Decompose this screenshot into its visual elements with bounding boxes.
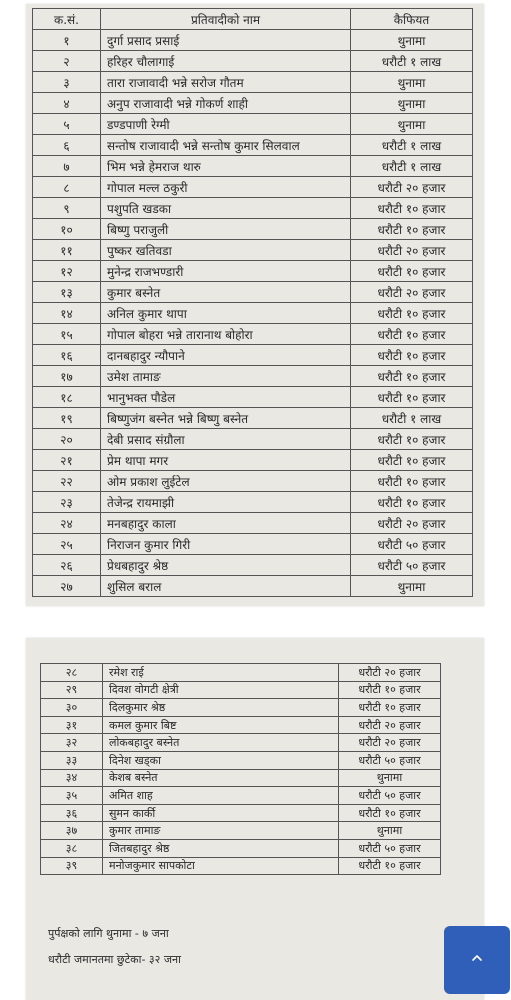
remarks-cell: धरौटी १० हजार — [351, 450, 473, 471]
name-cell: जितबहादुर श्रेष्ठ — [103, 839, 339, 857]
serial-cell: १६ — [33, 345, 101, 366]
name-cell: भिम भन्ने हेमराज थारु — [101, 156, 351, 177]
remarks-cell: धरौटी १० हजार — [351, 492, 473, 513]
serial-cell: ३९ — [41, 857, 103, 875]
table-row — [41, 769, 441, 787]
table-row — [33, 408, 473, 429]
table-row — [33, 534, 473, 555]
name-cell: अनुप राजावादी भन्ने गोकर्ण शाही — [101, 93, 351, 114]
remarks-cell: धरौटी १० हजार — [351, 366, 473, 387]
table-1-body — [33, 30, 473, 597]
remarks-cell: धरौटी २० हजार — [351, 177, 473, 198]
serial-cell: १२ — [33, 261, 101, 282]
table-row — [41, 734, 441, 752]
serial-cell: २७ — [33, 576, 101, 597]
table-row — [41, 751, 441, 769]
serial-cell: २२ — [33, 471, 101, 492]
remarks-cell: धरौटी १ लाख — [351, 156, 473, 177]
serial-cell: २६ — [33, 555, 101, 576]
name-cell: सुमन कार्की — [103, 804, 339, 822]
name-cell: निराजन कुमार गिरी — [101, 534, 351, 555]
serial-cell: २ — [33, 51, 101, 72]
table-row — [33, 303, 473, 324]
name-cell: गोपाल मल्ल ठकुरी — [101, 177, 351, 198]
serial-cell: १ — [33, 30, 101, 51]
serial-cell: २३ — [33, 492, 101, 513]
summary-released-on-bail: धरौटी जमानतमा छुटेका- ३२ जना — [48, 953, 181, 966]
table-row — [41, 839, 441, 857]
remarks-cell: धरौटी १ लाख — [351, 408, 473, 429]
serial-cell: १९ — [33, 408, 101, 429]
table-row — [33, 219, 473, 240]
remarks-cell: धरौटी १० हजार — [351, 261, 473, 282]
remarks-cell: धरौटी १० हजार — [351, 324, 473, 345]
serial-cell: ८ — [33, 177, 101, 198]
table-row — [41, 716, 441, 734]
remarks-cell: धरौटी १० हजार — [339, 857, 441, 875]
table-row — [33, 513, 473, 534]
name-cell: पुष्कर खतिवडा — [101, 240, 351, 261]
serial-cell: २८ — [41, 664, 103, 682]
serial-cell: ३३ — [41, 751, 103, 769]
table-row — [33, 387, 473, 408]
serial-cell: २५ — [33, 534, 101, 555]
table-row — [33, 114, 473, 135]
name-cell: सन्तोष राजावादी भन्ने सन्तोष कुमार सिलवाल — [101, 135, 351, 156]
serial-cell: २९ — [41, 681, 103, 699]
remarks-cell: धरौटी २० हजार — [339, 664, 441, 682]
serial-cell: १५ — [33, 324, 101, 345]
remarks-cell: धरौटी १० हजार — [351, 387, 473, 408]
name-cell: कुमार बस्नेत — [101, 282, 351, 303]
name-cell: लोकबहादुर बस्नेत — [103, 734, 339, 752]
serial-cell: ९ — [33, 198, 101, 219]
table-2-body — [41, 664, 441, 875]
name-cell: अनिल कुमार थापा — [101, 303, 351, 324]
serial-cell: २१ — [33, 450, 101, 471]
remarks-cell: धरौटी १ लाख — [351, 135, 473, 156]
table-row — [33, 471, 473, 492]
serial-cell: २० — [33, 429, 101, 450]
table-row — [33, 450, 473, 471]
table-row — [33, 93, 473, 114]
name-cell: देबी प्रसाद संग्रौला — [101, 429, 351, 450]
defendants-table-2 — [40, 663, 441, 875]
table-row — [41, 787, 441, 805]
table-row — [41, 857, 441, 875]
serial-cell: ३६ — [41, 804, 103, 822]
name-cell: प्रेधबहादुर श्रेष्ठ — [101, 555, 351, 576]
remarks-cell: धरौटी ५० हजार — [339, 839, 441, 857]
serial-cell: ७ — [33, 156, 101, 177]
serial-cell: २४ — [33, 513, 101, 534]
remarks-cell: धरौटी १ लाख — [351, 51, 473, 72]
table-row — [33, 30, 473, 51]
remarks-cell: धरौटी १० हजार — [339, 681, 441, 699]
serial-cell: ३० — [41, 699, 103, 717]
table-row — [33, 177, 473, 198]
table-row — [33, 555, 473, 576]
name-cell: दानबहादुर न्यौपाने — [101, 345, 351, 366]
name-cell: रमेश राई — [103, 664, 339, 682]
serial-cell: १७ — [33, 366, 101, 387]
name-cell: अमित शाह — [103, 787, 339, 805]
serial-cell: ३१ — [41, 716, 103, 734]
serial-cell: ३२ — [41, 734, 103, 752]
remarks-cell: थुनामा — [351, 30, 473, 51]
remarks-cell: धरौटी २० हजार — [351, 240, 473, 261]
table-header-row — [33, 9, 473, 30]
table-row — [33, 51, 473, 72]
table-row — [41, 699, 441, 717]
name-cell: प्रेम थापा मगर — [101, 450, 351, 471]
remarks-cell: धरौटी ५० हजार — [351, 534, 473, 555]
remarks-cell: धरौटी २० हजार — [339, 734, 441, 752]
header-serial: क.सं. — [33, 9, 101, 30]
remarks-cell: थुनामा — [351, 72, 473, 93]
remarks-cell: थुनामा — [339, 769, 441, 787]
serial-cell: ५ — [33, 114, 101, 135]
remarks-cell: थुनामा — [351, 576, 473, 597]
remarks-cell: धरौटी १० हजार — [351, 429, 473, 450]
remarks-cell: धरौटी १० हजार — [339, 804, 441, 822]
name-cell: मुनेन्द्र राजभण्डारी — [101, 261, 351, 282]
name-cell: तेजेन्द्र रायमाझी — [101, 492, 351, 513]
name-cell: दिलकुमार श्रेष्ठ — [103, 699, 339, 717]
remarks-cell: धरौटी १० हजार — [351, 198, 473, 219]
serial-cell: १० — [33, 219, 101, 240]
remarks-cell: धरौटी २० हजार — [351, 282, 473, 303]
remarks-cell: धरौटी २० हजार — [339, 716, 441, 734]
serial-cell: ३५ — [41, 787, 103, 805]
name-cell: बिष्णुजंग बस्नेत भन्ने बिष्णु बस्नेत — [101, 408, 351, 429]
remarks-cell: धरौटी १० हजार — [351, 471, 473, 492]
serial-cell: ३४ — [41, 769, 103, 787]
table-row — [33, 261, 473, 282]
serial-cell: ४ — [33, 93, 101, 114]
table-row — [33, 492, 473, 513]
name-cell: दिनेश खड्का — [103, 751, 339, 769]
name-cell: मनोजकुमार सापकोटा — [103, 857, 339, 875]
remarks-cell: धरौटी १० हजार — [339, 699, 441, 717]
serial-cell: १४ — [33, 303, 101, 324]
table-row — [33, 240, 473, 261]
name-cell: शुसिल बराल — [101, 576, 351, 597]
name-cell: गोपाल बोहरा भन्ने तारानाथ बोहोरा — [101, 324, 351, 345]
table-row — [33, 576, 473, 597]
remarks-cell: थुनामा — [351, 114, 473, 135]
table-row — [41, 804, 441, 822]
name-cell: डण्डपाणी रेग्मी — [101, 114, 351, 135]
name-cell: तारा राजावादी भन्ने सरोज गौतम — [101, 72, 351, 93]
name-cell: केशब बस्नेत — [103, 769, 339, 787]
remarks-cell: धरौटी ५० हजार — [351, 555, 473, 576]
name-cell: भानुभक्त पौडेल — [101, 387, 351, 408]
remarks-cell: धरौटी ५० हजार — [339, 787, 441, 805]
name-cell: बिष्णु पराजुली — [101, 219, 351, 240]
table-row — [41, 664, 441, 682]
table-row — [33, 156, 473, 177]
table-row — [33, 324, 473, 345]
name-cell: पशुपति खडका — [101, 198, 351, 219]
serial-cell: ११ — [33, 240, 101, 261]
table-row — [33, 429, 473, 450]
name-cell: दुर्गा प्रसाद प्रसाई — [101, 30, 351, 51]
name-cell: हरिहर चौलागाई — [101, 51, 351, 72]
name-cell: ओम प्रकाश लुईटेल — [101, 471, 351, 492]
name-cell: कमल कुमार बिष्ट — [103, 716, 339, 734]
table-row — [33, 72, 473, 93]
remarks-cell: धरौटी १० हजार — [351, 345, 473, 366]
serial-cell: ३७ — [41, 822, 103, 840]
remarks-cell: थुनामा — [351, 93, 473, 114]
serial-cell: ३ — [33, 72, 101, 93]
name-cell: दिवश वोगटी क्षेत्री — [103, 681, 339, 699]
table-row — [33, 366, 473, 387]
serial-cell: ३८ — [41, 839, 103, 857]
table-row — [33, 198, 473, 219]
serial-cell: १३ — [33, 282, 101, 303]
chevron-up-icon — [469, 950, 485, 970]
serial-cell: १८ — [33, 387, 101, 408]
header-remarks: कैफियत — [351, 9, 473, 30]
name-cell: मनबहादुर काला — [101, 513, 351, 534]
remarks-cell: धरौटी १० हजार — [351, 303, 473, 324]
name-cell: कुमार तामाङ — [103, 822, 339, 840]
table-row — [33, 135, 473, 156]
remarks-cell: थुनामा — [339, 822, 441, 840]
remarks-cell: धरौटी २० हजार — [351, 513, 473, 534]
name-cell: उमेश तामाङ — [101, 366, 351, 387]
defendants-table-1 — [32, 8, 473, 597]
table-row — [33, 282, 473, 303]
summary-in-custody: पुर्पक्षको लागि थुनामा - ७ जना — [48, 927, 169, 940]
remarks-cell: धरौटी ५० हजार — [339, 751, 441, 769]
table-row — [41, 822, 441, 840]
serial-cell: ६ — [33, 135, 101, 156]
table-row — [33, 345, 473, 366]
table-row — [41, 681, 441, 699]
remarks-cell: धरौटी १० हजार — [351, 219, 473, 240]
header-name: प्रतिवादीको नाम — [101, 9, 351, 30]
scroll-to-top-button[interactable] — [444, 926, 510, 994]
